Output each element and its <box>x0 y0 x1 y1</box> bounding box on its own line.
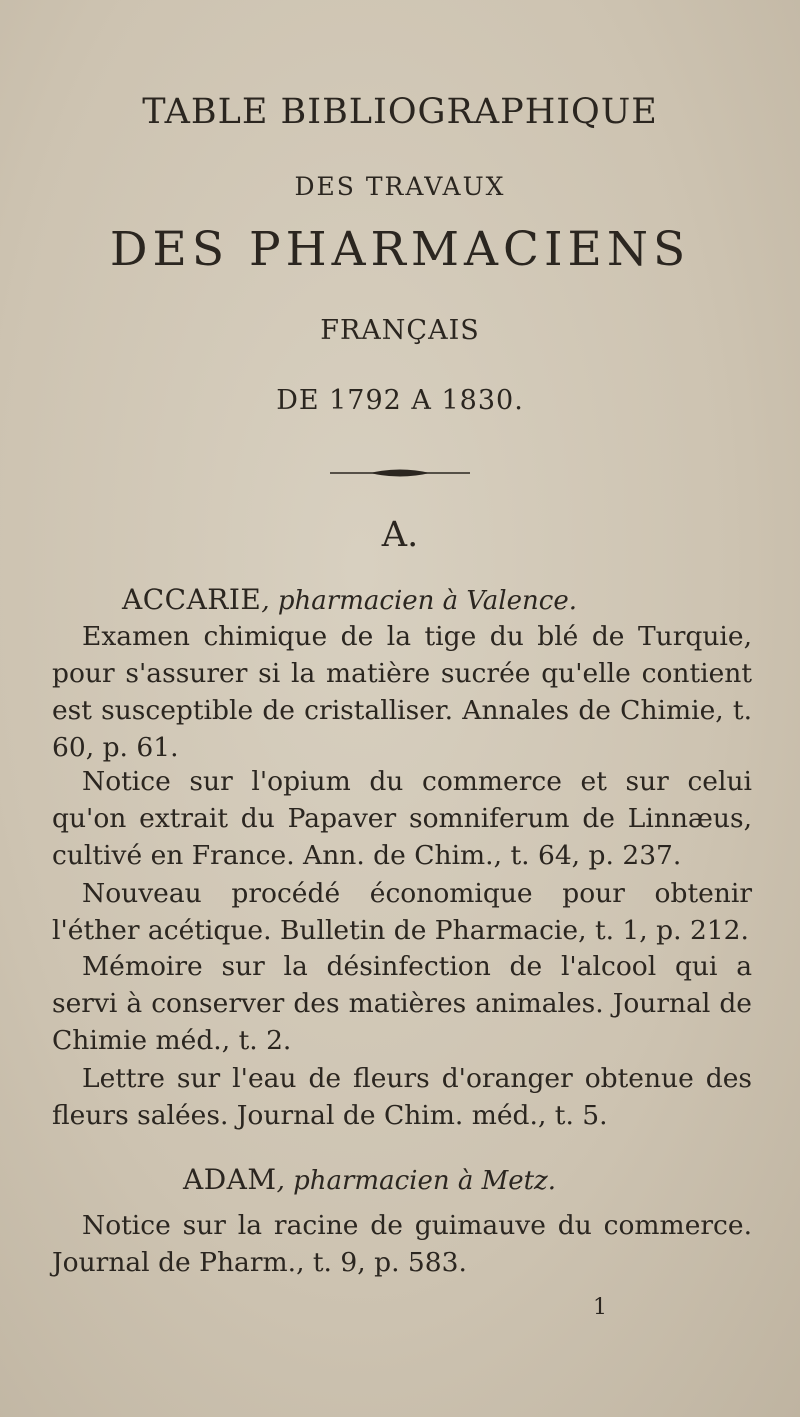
section-letter: A. <box>381 515 419 555</box>
title-line-3: DES PHARMACIENS <box>109 222 691 277</box>
title-line-1: TABLE BIBLIOGRAPHIQUE <box>142 92 658 132</box>
bibliography-entry: Mémoire sur la désinfection de l'alcool qui a servi à conserver des matières animales. Journal de Chimie méd., t. 2. <box>52 951 752 1056</box>
bibliography-entry: Lettre sur l'eau de fleurs d'oranger obtenue des fleurs salées. Journal de Chim. méd., t. 5. <box>52 1063 752 1131</box>
author-name: ACCARIE <box>122 583 262 616</box>
bibliography-entry: Notice sur l'opium du commerce et sur celui qu'on extrait du Papaver somniferum de Linnæus, cultivé en France. Ann. de Chim., t. 64, p. 237. <box>52 766 752 871</box>
bibliography-entry: Examen chimique de la tige du blé de Turquie, pour s'assurer si la matière sucrée qu'elle contient est susceptible de cristalliser. Annales de Chimie, t. 60, p. 61. <box>52 621 752 763</box>
title-line-5: DE 1792 A 1830. <box>276 385 524 416</box>
author-role: , pharmacien à Valence. <box>261 586 577 616</box>
title-line-2: DES TRAVAUX <box>294 172 506 201</box>
bibliography-entry: Notice sur la racine de guimauve du commerce. Journal de Pharm., t. 9, p. 583. <box>52 1210 752 1278</box>
bibliography-entry: Nouveau procédé économique pour obtenir l'éther acétique. Bulletin de Pharmacie, t. 1, p. 212. <box>52 878 752 946</box>
title-line-4: FRANÇAIS <box>320 315 480 346</box>
author-heading <box>122 583 577 616</box>
page-number: 1 <box>593 1295 607 1320</box>
ornamental-rule <box>330 466 470 480</box>
author-heading <box>183 1163 556 1196</box>
author-role: , pharmacien à Metz. <box>276 1166 557 1196</box>
author-name: ADAM <box>183 1163 277 1196</box>
